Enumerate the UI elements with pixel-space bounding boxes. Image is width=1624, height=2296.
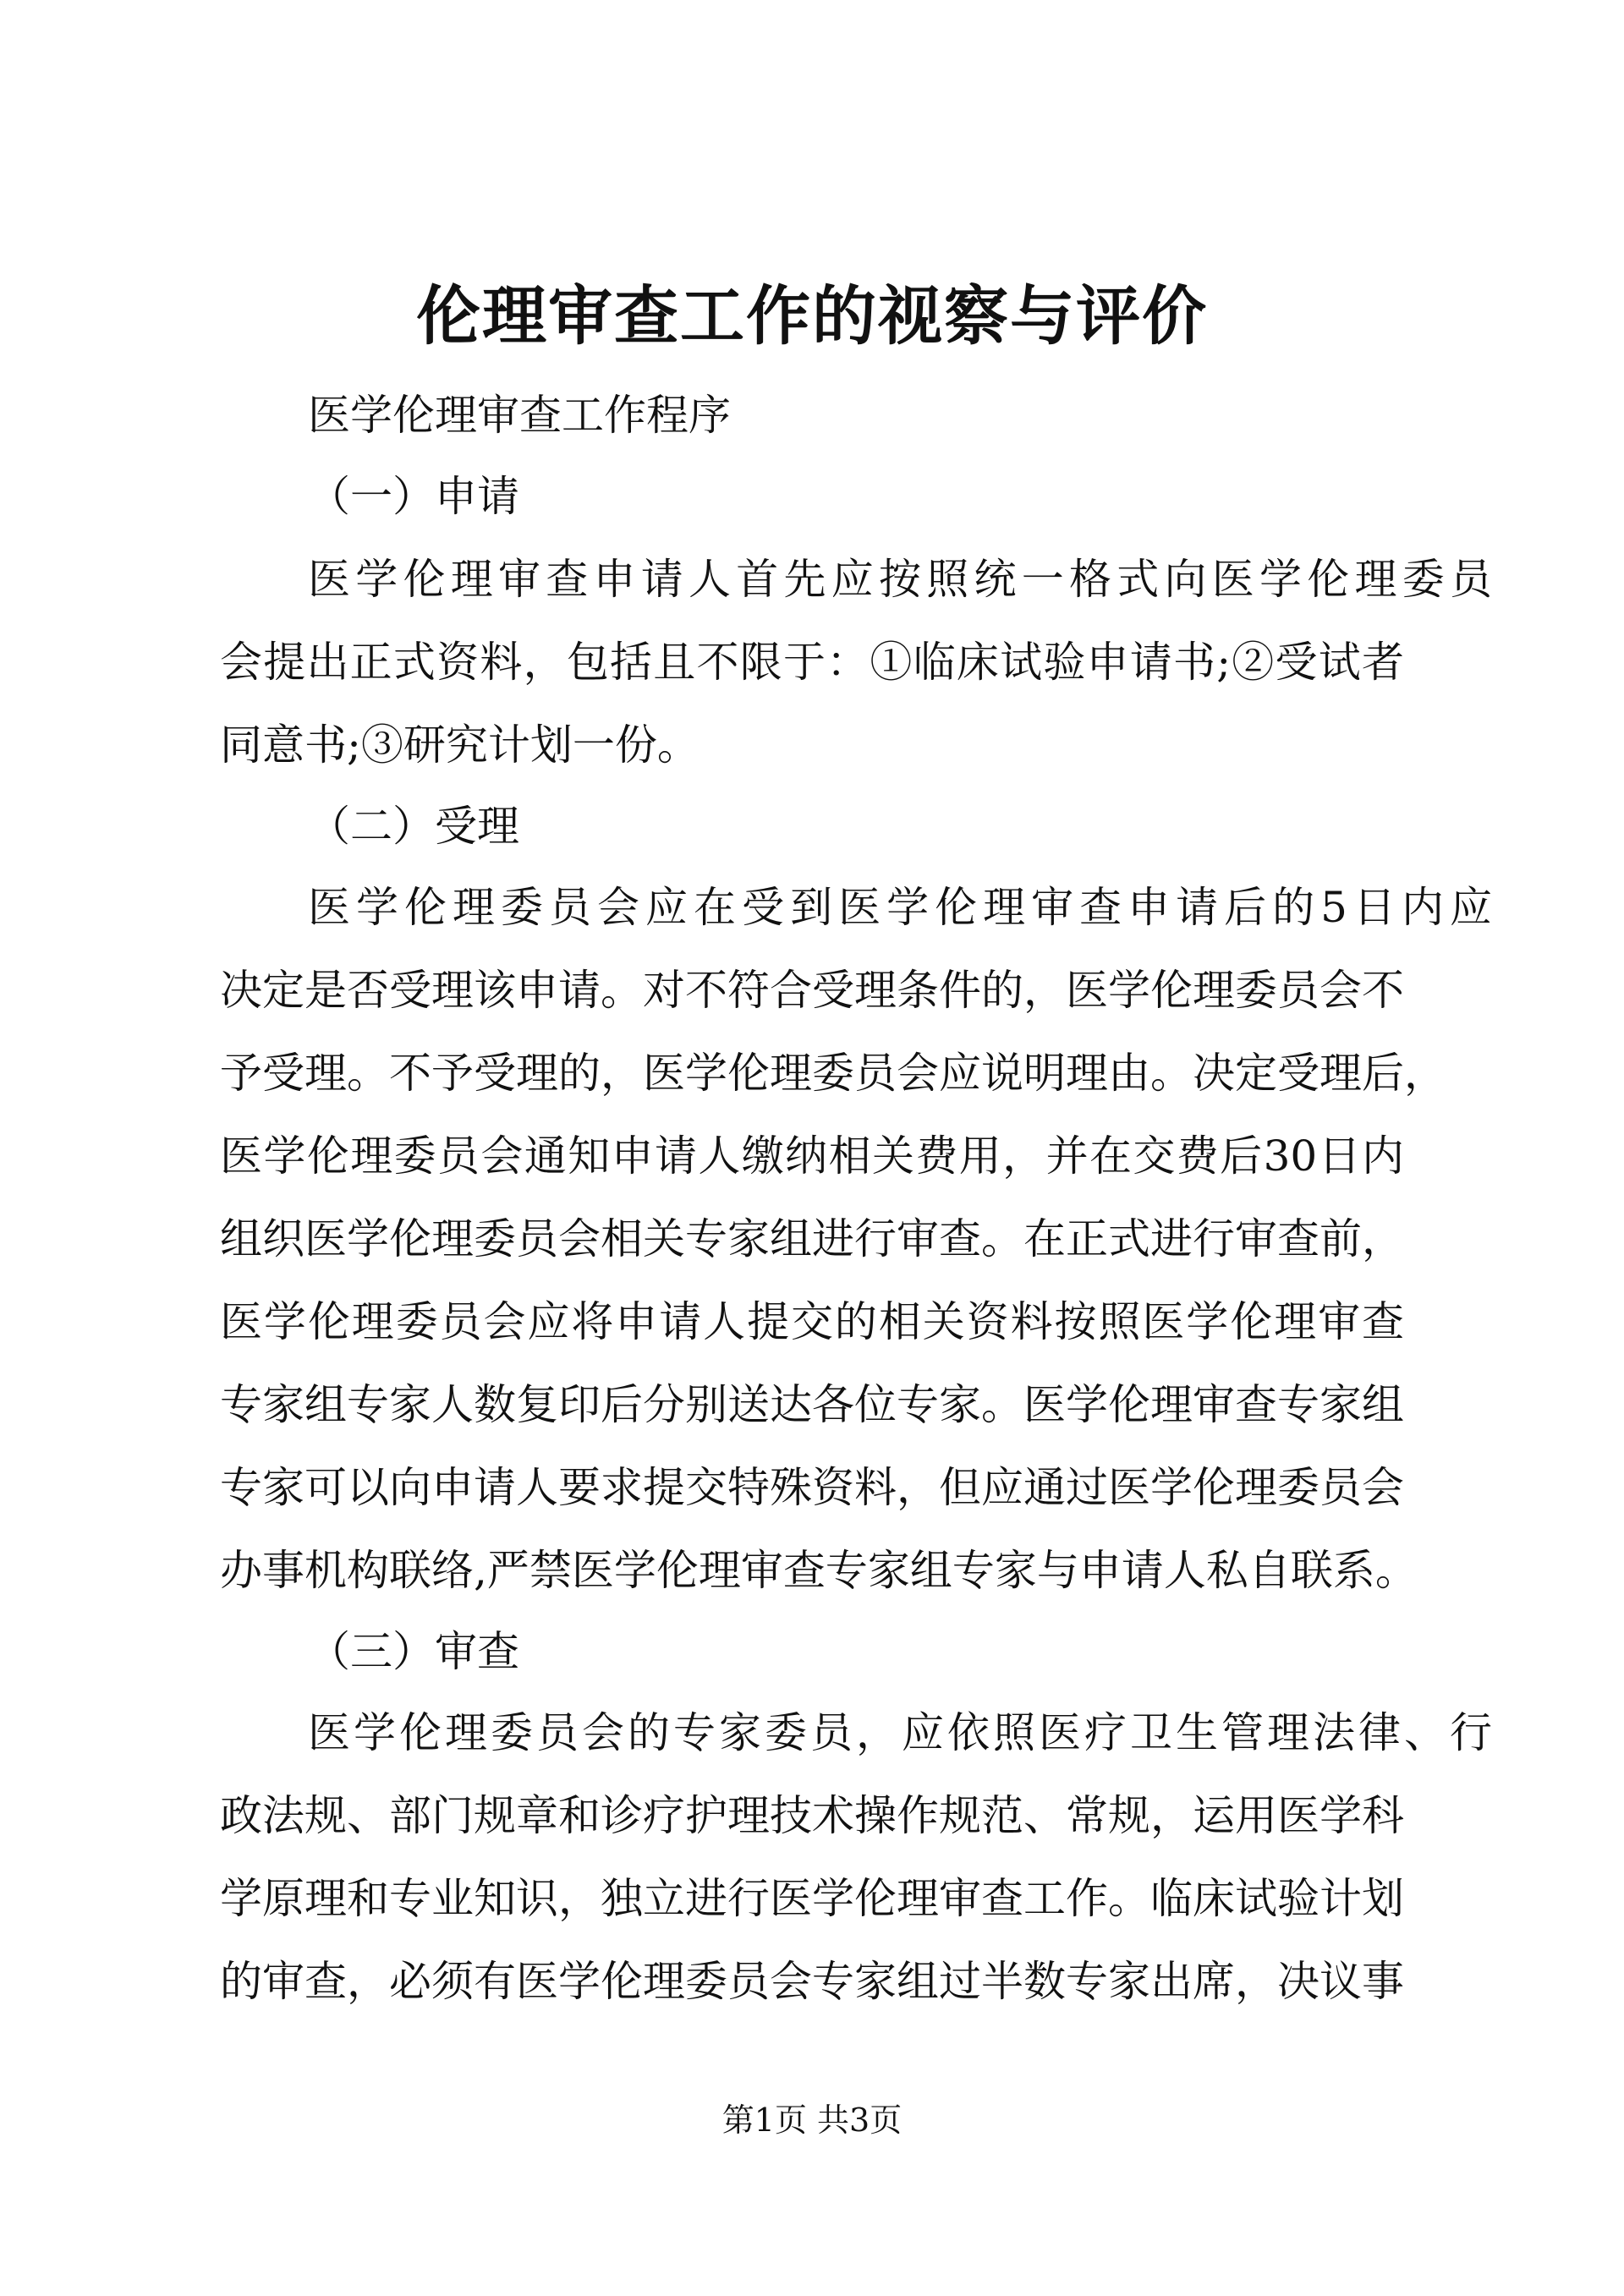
paragraph-line: 会提出正式资料，包括且不限于：①临床试验申请书;②受试者 bbox=[220, 638, 1404, 687]
paragraph-line: 学原理和专业知识，独立进行医学伦理审查工作。临床试验计划 bbox=[220, 1874, 1404, 1923]
paragraph-line: 专家可以向申请人要求提交特殊资料，但应通过医学伦理委员会 bbox=[220, 1463, 1404, 1512]
paragraph-line: 医学伦理审查申请人首先应按照统一格式向医学伦理委员 bbox=[308, 555, 1492, 604]
paragraph-line: 医学伦理委员会应在受到医学伦理审查申请后的5日内应 bbox=[308, 883, 1492, 932]
section-heading-application: （一）申请 bbox=[308, 472, 519, 521]
paragraph-line: 办事机构联络,严禁医学伦理审查专家组专家与申请人私自联系。 bbox=[220, 1546, 1418, 1595]
paragraph-line: 医学伦理委员会应将申请人提交的相关资料按照医学伦理审查 bbox=[220, 1297, 1404, 1346]
page-number-footer: 第1页 共3页 bbox=[721, 2101, 903, 2139]
paragraph-line: 同意书;③研究计划一份。 bbox=[220, 721, 700, 770]
paragraph-line: 政法规、部门规章和诊疗护理技术操作规范、常规，运用医学科 bbox=[220, 1791, 1404, 1840]
paragraph-line: 决定是否受理该申请。对不符合受理条件的，医学伦理委员会不 bbox=[220, 966, 1404, 1015]
section-heading-review: （三）审查 bbox=[308, 1627, 519, 1676]
paragraph-line: 专家组专家人数复印后分别送达各位专家。医学伦理审查专家组 bbox=[220, 1380, 1404, 1429]
document-title: 伦理审查工作的视察与评价 bbox=[416, 278, 1208, 353]
document-subtitle: 医学伦理审查工作程序 bbox=[308, 391, 731, 440]
paragraph-line: 医学伦理委员会通知申请人缴纳相关费用，并在交费后30日内 bbox=[220, 1132, 1404, 1181]
paragraph-line: 医学伦理委员会的专家委员，应依照医疗卫生管理法律、行 bbox=[308, 1708, 1492, 1757]
paragraph-line: 予受理。不予受理的，医学伦理委员会应说明理由。决定受理后， bbox=[220, 1049, 1446, 1098]
paragraph-line: 组织医学伦理委员会相关专家组进行审查。在正式进行审查前， bbox=[220, 1214, 1404, 1263]
paragraph-line: 的审查，必须有医学伦理委员会专家组过半数专家出席，决议事 bbox=[220, 1957, 1404, 2006]
section-heading-acceptance: （二）受理 bbox=[308, 802, 519, 851]
